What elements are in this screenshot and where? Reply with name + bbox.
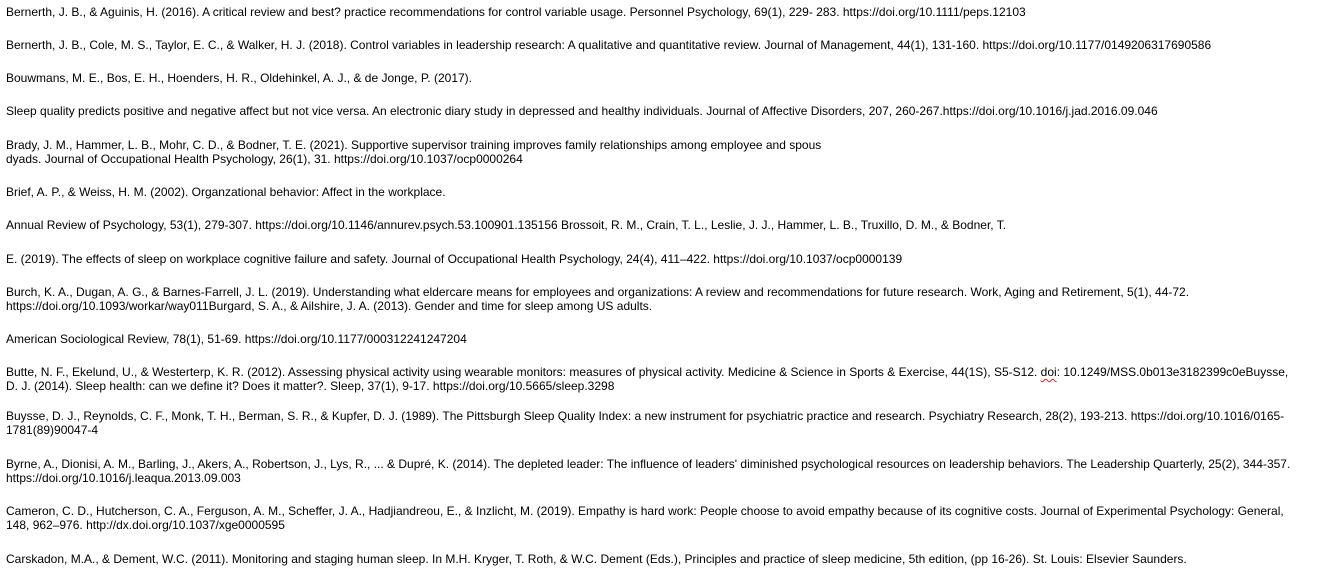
reference-line: American Sociological Review, 78(1), 51-69. https://doi.org/10.1177/000312241247204	[6, 332, 467, 346]
reference-paragraph[interactable]	[6, 38, 1306, 52]
reference-line: Sleep quality predicts positive and negative affect but not vice versa. An electronic diary study in depressed and healthy individuals. Journal of Affective Disorders, 207, 260-267.https://doi.org/10.1016/j.jad.2016.09.046	[6, 104, 1158, 118]
reference-line: dyads. Journal of Occupational Health Psychology, 26(1), 31. https://doi.org/10.1037/ocp0000264	[6, 152, 523, 166]
reference-line: Annual Review of Psychology, 53(1), 279-307. https://doi.org/10.1146/annurev.psych.53.100901.135156 Brossoit, R. M., Crain, T. L., Leslie, J. J., Hammer, L. B., Truxillo, D. M., & Bodner, T.	[6, 218, 1007, 232]
reference-line: E. (2019). The effects of sleep on workplace cognitive failure and safety. Journal of Occupational Health Psychology, 24(4), 411–422. https://doi.org/10.1037/ocp0000139	[6, 252, 903, 266]
spellcheck-underline-word[interactable]: doi	[1040, 365, 1057, 379]
reference-paragraph[interactable]	[6, 71, 1306, 85]
reference-paragraph[interactable]	[6, 252, 1306, 266]
reference-paragraph[interactable]	[6, 504, 1306, 532]
reference-paragraph[interactable]	[6, 365, 1306, 393]
reference-line: Bernerth, J. B., & Aguinis, H. (2016). A critical review and best? practice recommendations for control variable usage. Personnel Psychology, 69(1), 229- 283. https://doi.org/10.1111/peps.12103	[6, 5, 1026, 19]
reference-line: Burch, K. A., Dugan, A. G., & Barnes-Farrell, J. L. (2019). Understanding what eldercare means for employees and organizations: A review and recommendations for future research. Work, Aging and Retirement, 5(1), 44-72.	[6, 285, 1190, 299]
reference-line	[6, 365, 1306, 379]
reference-line: https://doi.org/10.1016/j.leaqua.2013.09.003	[6, 471, 241, 485]
reference-text: : 10.1249/MSS.0b013e3182399c0eBuysse,	[1056, 365, 1289, 379]
reference-paragraph[interactable]	[6, 409, 1306, 437]
reference-paragraph[interactable]	[6, 332, 1306, 346]
reference-line: Brief, A. P., & Weiss, H. M. (2002). Organzational behavior: Affect in the workplace.	[6, 185, 446, 199]
reference-line: Brady, J. M., Hammer, L. B., Mohr, C. D., & Bodner, T. E. (2021). Supportive supervisor training improves family relationships among employee and spous	[6, 138, 822, 152]
reference-line: 1781(89)90047-4	[6, 423, 99, 437]
reference-text: Butte, N. F., Ekelund, U., & Westerterp, K. R. (2012). Assessing physical activity using wearable monitors: measures of physical activity. Medicine & Science in Sports & Exercise, 44(1S), S5-S12.	[6, 365, 1041, 379]
reference-line: https://doi.org/10.1093/workar/way011Burgard, S. A., & Ailshire, J. A. (2013). Gender and time for sleep among US adults.	[6, 299, 653, 313]
reference-line: Byrne, A., Dionisi, A. M., Barling, J., Akers, A., Robertson, J., Lys, R., ... & Dupré, K. (2014). The depleted leader: The influence of leaders' diminished psychological resources on leadership behaviors. The Leadership Quarterly, 25(2), 344-357.	[6, 457, 1291, 471]
reference-line: Cameron, C. D., Hutcherson, C. A., Ferguson, A. M., Scheffer, J. A., Hadjiandreou, E., & Inzlicht, M. (2019). Empathy is hard work: People choose to avoid empathy because of its cognitive costs. Journal of Experimental Psychology: General,	[6, 504, 1284, 518]
reference-paragraph[interactable]	[6, 552, 1306, 566]
reference-paragraph[interactable]	[6, 5, 1306, 19]
reference-paragraph[interactable]	[6, 185, 1306, 199]
reference-line: Carskadon, M.A., & Dement, W.C. (2011). Monitoring and staging human sleep. In M.H. Kryger, T. Roth, & W.C. Dement (Eds.), Principles and practice of sleep medicine, 5th edition, (pp 16-26). St. Louis: Elsevier Saunders.	[6, 552, 1187, 566]
reference-line: D. J. (2014). Sleep health: can we define it? Does it matter?. Sleep, 37(1), 9-17. https://doi.org/10.5665/sleep.3298	[6, 379, 615, 393]
reference-paragraph[interactable]	[6, 104, 1306, 118]
reference-line: Bernerth, J. B., Cole, M. S., Taylor, E. C., & Walker, H. J. (2018). Control variables in leadership research: A qualitative and quantitative review. Journal of Management, 44(1), 131-160. https://doi.org/10.1177/0149206317690586	[6, 38, 1212, 52]
reference-line: Bouwmans, M. E., Bos, E. H., Hoenders, H. R., Oldehinkel, A. J., & de Jonge, P. (2017).	[6, 71, 472, 85]
reference-paragraph[interactable]	[6, 138, 1306, 166]
reference-paragraph[interactable]	[6, 457, 1306, 485]
reference-paragraph[interactable]	[6, 285, 1306, 313]
reference-line: Buysse, D. J., Reynolds, C. F., Monk, T. H., Berman, S. R., & Kupfer, D. J. (1989). The Pittsburgh Sleep Quality Index: a new instrument for psychiatric practice and research. Psychiatry Research, 28(2), 193-213. https://doi.org/10.1016/0165-	[6, 409, 1285, 423]
reference-line: 148, 962–976. http://dx.doi.org/10.1037/xge0000595	[6, 518, 285, 532]
reference-paragraph[interactable]	[6, 218, 1306, 232]
